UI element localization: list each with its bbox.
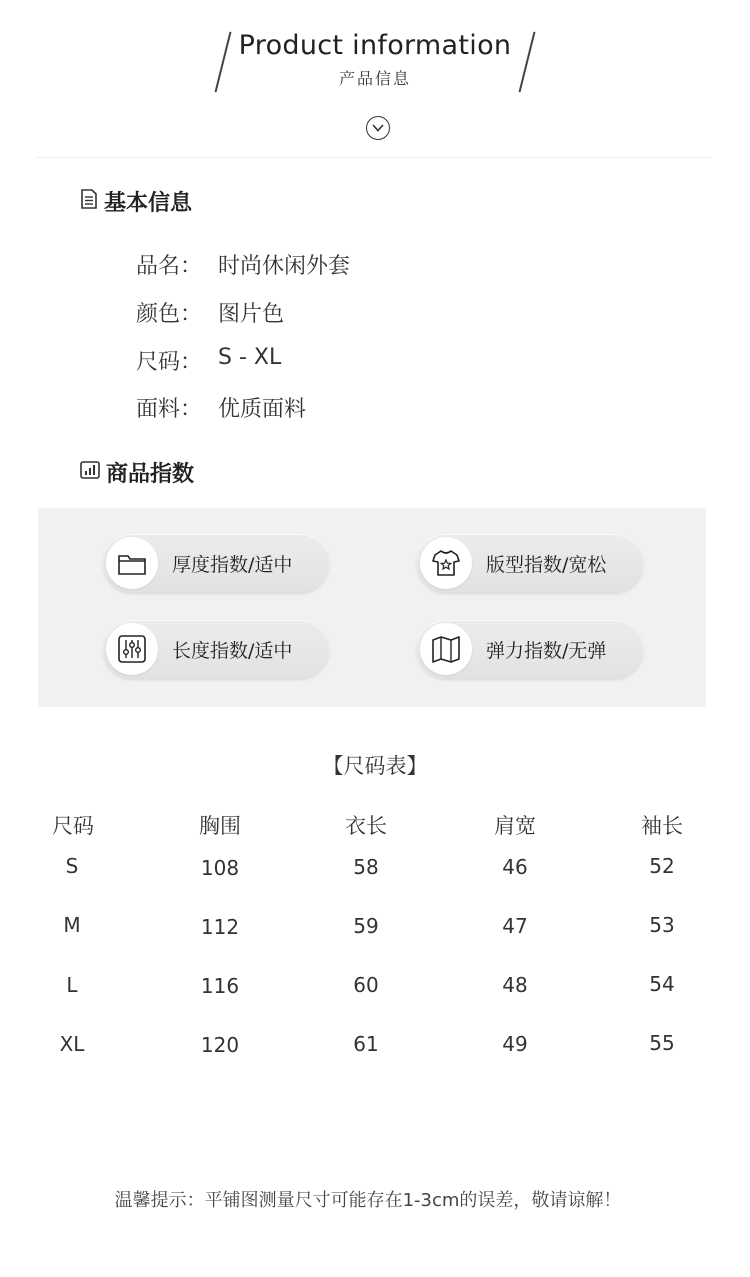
- info-label: 尺码：: [136, 350, 203, 375]
- info-label: 品名：: [136, 254, 203, 279]
- size-cell: 112: [200, 915, 240, 939]
- index-fit-text: 版型指数/宽松: [486, 553, 607, 576]
- info-value: 图片色: [218, 302, 285, 327]
- size-cell: 120: [200, 1033, 240, 1057]
- info-label: 面料：: [136, 397, 203, 422]
- tshirt-icon: [420, 537, 472, 589]
- size-cell: 108: [200, 856, 240, 880]
- size-cell: 55: [649, 1031, 675, 1055]
- size-cell: 47: [502, 914, 528, 938]
- info-label: 颜色：: [136, 302, 203, 327]
- index-thickness: [103, 534, 329, 592]
- size-header-cell: 衣长: [345, 814, 387, 838]
- info-row-name: [136, 249, 350, 280]
- measurement-tip: 温馨提示：平铺图测量尺寸可能存在1-3cm的误差，敬请谅解！: [114, 1190, 622, 1211]
- page-title-en: Product information: [238, 30, 512, 61]
- index-length: [103, 620, 329, 678]
- size-cell: 60: [353, 973, 379, 997]
- info-value: 优质面料: [218, 397, 307, 422]
- size-cell: 58: [353, 855, 379, 879]
- size-cell: 46: [502, 855, 528, 879]
- size-cell: 53: [649, 913, 675, 937]
- index-thickness-text: 厚度指数/适中: [172, 553, 293, 576]
- sliders-icon: [106, 623, 158, 675]
- size-cell: 54: [649, 972, 675, 996]
- info-value: S - XL: [218, 345, 282, 370]
- size-chart-title: 【尺码表】: [322, 754, 428, 778]
- info-row-fabric: [136, 392, 306, 423]
- page-title-cn: 产品信息: [338, 69, 411, 88]
- info-row-size: [136, 345, 281, 376]
- size-cell: 59: [353, 914, 379, 938]
- size-header-cell: 肩宽: [494, 814, 536, 838]
- document-icon: [80, 189, 98, 215]
- map-icon: [420, 623, 472, 675]
- size-cell: 116: [200, 974, 240, 998]
- bar-chart-icon: [80, 460, 100, 485]
- index-length-text: 长度指数/适中: [172, 639, 293, 662]
- size-cell: S: [65, 854, 79, 878]
- header-divider: [36, 157, 712, 158]
- info-value: 时尚休闲外套: [218, 254, 351, 279]
- basic-info-heading: [80, 186, 192, 217]
- size-header-cell: 袖长: [641, 814, 683, 838]
- index-elasticity-text: 弹力指数/无弹: [486, 639, 607, 662]
- size-header-cell: 尺码: [52, 814, 94, 838]
- size-cell: M: [63, 913, 81, 937]
- size-cell: 49: [502, 1032, 528, 1056]
- index-elasticity: [417, 620, 643, 678]
- product-index-heading: [80, 457, 194, 488]
- size-cell: 48: [502, 973, 528, 997]
- size-cell: 61: [353, 1032, 379, 1056]
- size-cell: XL: [59, 1032, 85, 1056]
- info-row-color: [136, 297, 284, 328]
- size-header-cell: 胸围: [199, 814, 241, 838]
- folder-icon: [106, 537, 158, 589]
- index-fit: [417, 534, 643, 592]
- size-cell: L: [66, 973, 78, 997]
- chevron-down-icon[interactable]: [366, 116, 390, 140]
- basic-info-heading-text: 基本信息: [104, 191, 193, 216]
- product-index-heading-text: 商品指数: [106, 462, 195, 487]
- size-cell: 52: [649, 854, 675, 878]
